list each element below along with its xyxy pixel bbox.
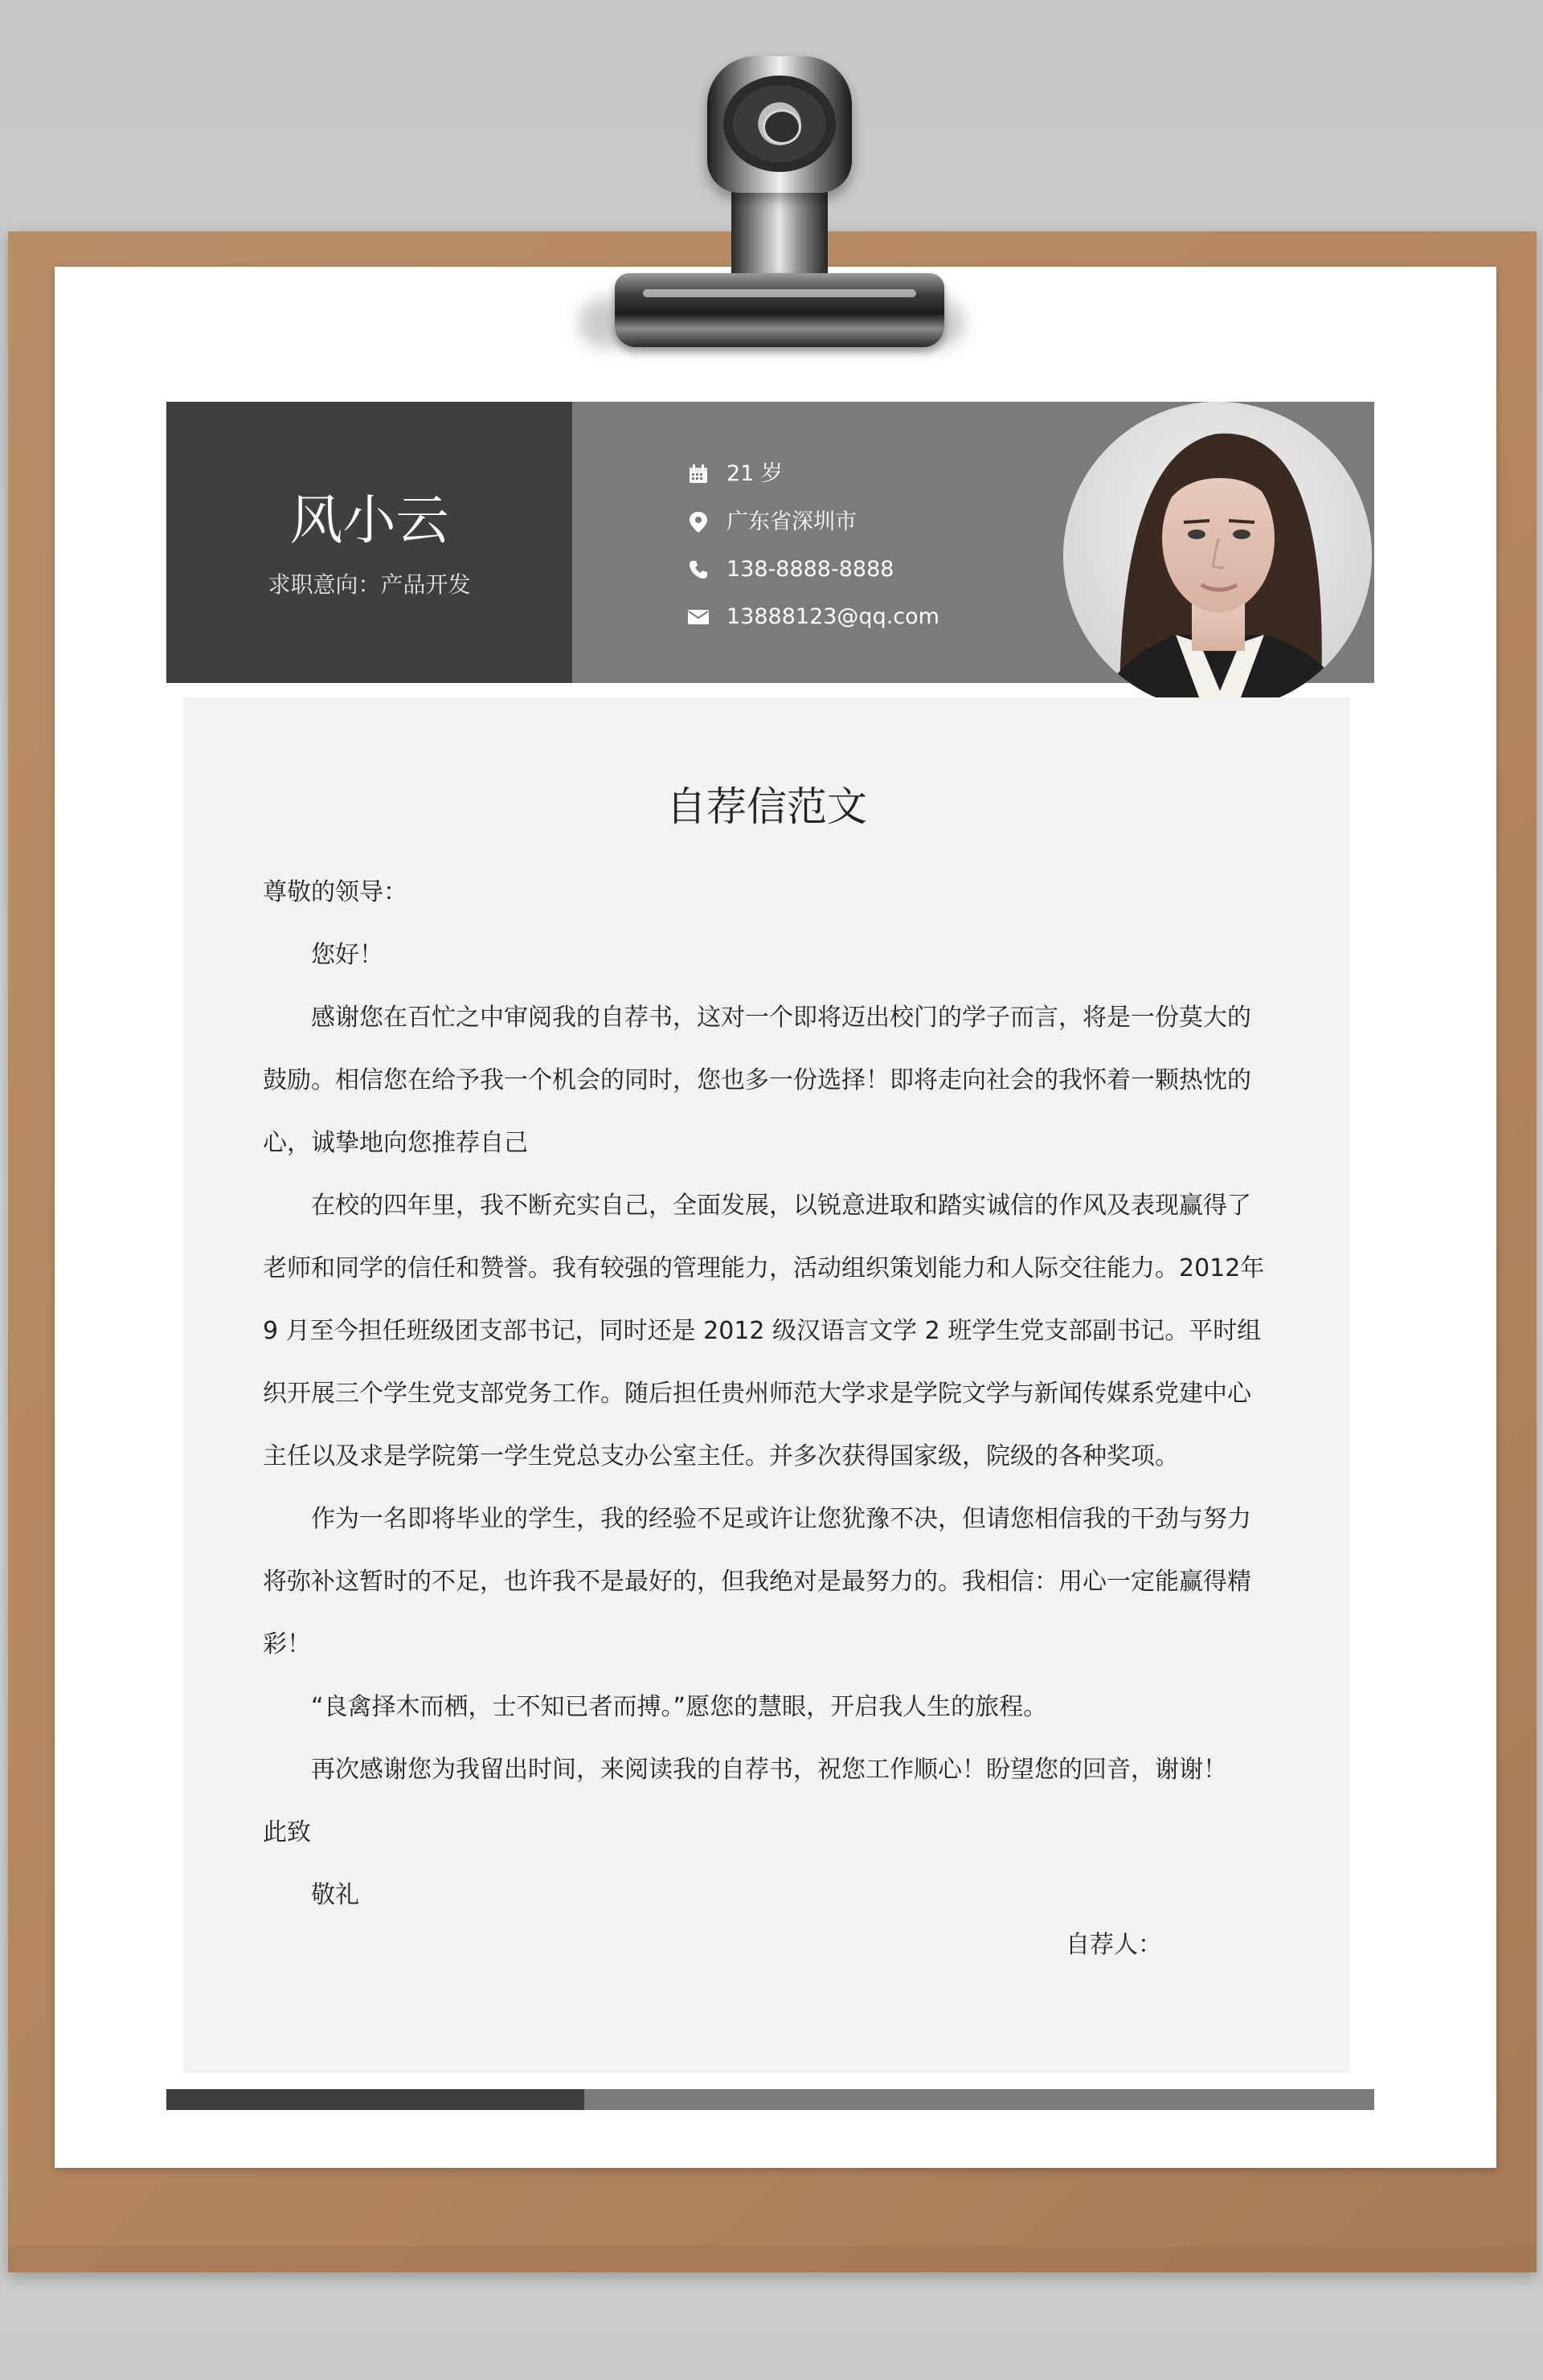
footer-bar-dark [166, 2089, 584, 2110]
letter-salutation: 尊敬的领导： [263, 878, 407, 906]
letter-closing-2: 敬礼 [311, 1881, 359, 1909]
letter-closing-1: 此致 [263, 1818, 311, 1846]
binder-clip-base [615, 273, 944, 347]
info-row-email [685, 601, 939, 633]
letter-body [263, 861, 1271, 1927]
info-email: 13888123@qq.com [726, 604, 939, 629]
info-row-location [685, 506, 857, 538]
info-phone: 138-8888-8888 [726, 557, 894, 582]
letter-paragraph: 在校的四年里，我不断充实自己，全面发展，以锐意进取和踏实诚信的作风及表现赢得了老师和同学的信任和赞誉。我有较强的管理能力，活动组织策划能力和人际交往能力。2012年 9 月至今担任班级团支部书记，同时还是 2012 级汉语言文学 2 班学生党支部副书记。平时组织开展三个学生党支部党务工作。随后担任贵州师范大学求是学院文学与新闻传媒系党建中心主任以及求是学院第一学生党总支办公室主任。并多次获得国家级，院级的各种奖项。 [263, 1192, 1265, 1470]
location-pin-icon [685, 509, 712, 536]
info-row-phone [685, 554, 894, 586]
clipboard-edge [8, 2246, 1537, 2272]
letter-paragraph: 作为一名即将毕业的学生，我的经验不足或许让您犹豫不决，但请您相信我的干劲与努力将弥补这暂时的不足，也许我不是最好的，但我绝对是最努力的。我相信：用心一定能赢得精彩！ [263, 1505, 1251, 1658]
info-location: 广东省深圳市 [726, 509, 857, 534]
calendar-icon [685, 460, 712, 488]
binder-clip-shine [643, 289, 916, 297]
footer-bar-light [584, 2089, 1374, 2110]
binder-clip-hole [763, 109, 801, 145]
letter-signer: 自荐人： [1066, 1931, 1162, 1959]
letter-paragraph: “良禽择木而栖，士不知已者而搏。”愿您的慧眼，开启我人生的旅程。 [311, 1693, 1048, 1721]
letter-title: 自荐信范文 [666, 783, 867, 830]
job-intent: 求职意向：产品开发 [268, 571, 471, 598]
candidate-name: 风小云 [289, 489, 449, 551]
letter-paragraph: 感谢您在百忙之中审阅我的自荐书，这对一个即将迈出校门的学子而言，将是一份莫大的鼓励。相信您在给予我一个机会的同时，您也多一份选择！即将走向社会的我怀着一颗热忱的心，诚挚地向您推荐自己 [263, 1004, 1251, 1157]
phone-icon [685, 556, 712, 583]
letter-paragraph: 再次感谢您为我留出时间，来阅读我的自荐书，祝您工作顺心！盼望您的回音，谢谢！ [311, 1756, 1227, 1784]
info-age: 21 岁 [726, 461, 783, 486]
letter-greeting: 您好！ [311, 941, 383, 969]
avatar [1063, 402, 1372, 710]
info-row-age [685, 458, 783, 490]
envelope-icon [685, 603, 712, 631]
